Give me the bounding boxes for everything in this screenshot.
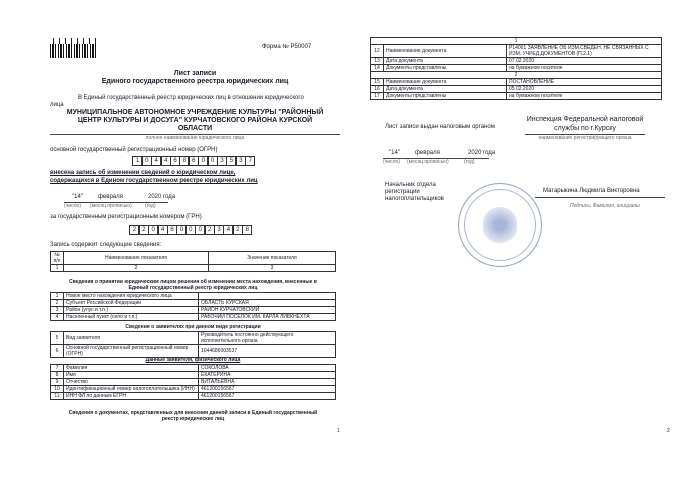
row-name: Фамилия — [64, 365, 199, 372]
entry-text-2: содержащихся в Едином государственном реестре юридических лиц — [50, 178, 258, 184]
group-number: 1 — [371, 38, 662, 45]
page-2 — [345, 0, 690, 487]
table-row — [371, 93, 662, 100]
grn-digit: 0 — [186, 225, 196, 235]
page-number: 2 — [667, 428, 670, 434]
row-name: Субъект Российской Федерации — [64, 300, 199, 307]
row-number: 8 — [51, 372, 64, 379]
table-row — [51, 293, 336, 300]
ogrn-digit: 0 — [208, 156, 218, 166]
ogrn-boxes — [133, 156, 255, 166]
row-name: Документы представлены — [384, 93, 507, 100]
group-number: 2 — [371, 72, 662, 79]
row-name: Идентификационный номер налогоплательщика (ИНН) — [64, 386, 199, 393]
grn-digit: 2 — [205, 225, 215, 235]
org-caption: полное наименование юридического лица — [145, 135, 245, 141]
row-name: Вид заявителя — [64, 332, 199, 345]
date-caption-day: (число) — [383, 159, 400, 165]
grn-digit: 0 — [176, 225, 186, 235]
section-2-title: Сведения о заявителях при данном виде регистрации — [125, 324, 261, 330]
row-name: Наименование документа — [384, 79, 507, 86]
row-name: Основной государственный регистрационный номер (ОГРН) — [64, 345, 199, 358]
date-caption-year: (год) — [464, 159, 475, 165]
row-number: 6 — [51, 345, 64, 358]
grn-boxes — [130, 225, 252, 235]
ogrn-digit: 0 — [198, 156, 208, 166]
grn-digit: 0 — [195, 225, 205, 235]
entry-text-1: внесена запись об изменении сведений о юридическом лице, — [50, 170, 236, 176]
row-name: ИНН ФЛ по данным ЕГРН — [64, 393, 199, 400]
signer-name: Матарыкина Людмила Викторовна — [543, 188, 640, 194]
table-row — [371, 79, 662, 86]
row-number: 17 — [371, 93, 384, 100]
section-2-table — [50, 331, 336, 358]
ogrn-digit: 3 — [236, 156, 246, 166]
section-3-table — [50, 364, 336, 400]
ogrn-digit: 6 — [170, 156, 180, 166]
row-value: Р14001 ЗАЯВЛЕНИЕ ОБ ИЗМ.СВЕДЕН. НЕ СВЯЗАННЫХ С ИЗМ. УЧРЕД.ДОКУМЕНТОВ (П.2.1) — [507, 45, 662, 58]
row-value: 05.02.2020 — [507, 86, 662, 93]
row-name: Имя — [64, 372, 199, 379]
row-value: ПОСТАНОВЛЕНИЕ — [507, 79, 662, 86]
issuer-name-2: службы по г.Курску — [554, 125, 616, 132]
row-value: Руководитель постоянно действующего исполнительного органа — [199, 332, 336, 345]
ogrn-digit: 0 — [142, 156, 152, 166]
section-1-table — [50, 292, 336, 321]
issuer-name-1: Инспекция Федеральной налоговой — [526, 116, 644, 123]
ogrn-digit: 5 — [226, 156, 236, 166]
org-name-line-1: МУНИЦИПАЛЬНОЕ АВТОНОМНОЕ УЧРЕЖДЕНИЕ КУЛЬТУРЫ "РАЙОННЫЙ — [66, 109, 324, 116]
row-number: 12 — [371, 45, 384, 58]
date-month: февраля — [415, 150, 440, 156]
ogrn-digit: 4 — [151, 156, 161, 166]
row-value: СОКОЛОВА — [199, 365, 336, 372]
row-value: 461200156567 — [199, 393, 336, 400]
column-number: 1 — [51, 265, 64, 272]
issued-label: Лист записи выдан налоговым органом — [385, 124, 495, 130]
column-number: 2 — [64, 265, 209, 272]
row-value: 461200156567 — [199, 386, 336, 393]
chief-title-1: Начальник отдела — [385, 182, 436, 188]
org-name-line-2: ЦЕНТР КУЛЬТУРЫ И ДОСУГА" КУРЧАТОВСКОГО РАЙОНА КУРСКОЙ — [77, 117, 313, 124]
row-number: 10 — [51, 386, 64, 393]
page-number: 1 — [337, 428, 340, 434]
header-cell: № п/п — [51, 252, 64, 265]
date-caption-month: (месяц прописью) — [90, 203, 132, 209]
table-row — [371, 45, 662, 58]
org-name-line-3: ОБЛАСТИ — [177, 125, 213, 132]
ogrn-digit: 3 — [217, 156, 227, 166]
table-row — [51, 300, 336, 307]
row-number: 3 — [51, 307, 64, 314]
contains-label: Запись содержит следующие сведения: — [50, 242, 162, 248]
row-number: 16 — [371, 86, 384, 93]
row-number: 13 — [371, 58, 384, 65]
table-row — [51, 307, 336, 314]
row-value: на бумажном носителе — [507, 93, 662, 100]
row-number: 14 — [371, 65, 384, 72]
table-row — [371, 65, 662, 72]
table-row — [51, 379, 336, 386]
grn-digit: 4 — [223, 225, 233, 235]
row-value: РАЙОН КУРЧАТОВСКИЙ — [199, 307, 336, 314]
table-row — [51, 372, 336, 379]
row-number: 1 — [51, 293, 64, 300]
row-number: 4 — [51, 314, 64, 321]
row-number: 15 — [371, 79, 384, 86]
grn-digit: 0 — [148, 225, 158, 235]
grn-digit: 2 — [233, 225, 243, 235]
table-row — [51, 365, 336, 372]
doc-subtitle: Единого государственного реестра юридических лиц — [101, 78, 289, 85]
row-value: ЕКАТЕРИНА — [199, 372, 336, 379]
table-row — [51, 386, 336, 393]
intro-text: В Единый государственный реестр юридических лиц в отношении юридического — [78, 95, 304, 101]
ogrn-digit: 1 — [132, 156, 142, 166]
date-caption-month: (месяц прописью) — [407, 159, 449, 165]
date-caption-year: (год) — [145, 203, 156, 209]
grn-digit: 8 — [242, 225, 252, 235]
official-stamp — [458, 183, 542, 267]
row-name: Наименование документа — [384, 45, 507, 58]
form-number: Форма № Р50007 — [262, 44, 312, 50]
grn-digit: 4 — [158, 225, 168, 235]
ogrn-digit: 6 — [189, 156, 199, 166]
row-name: Отчество — [64, 379, 199, 386]
documents-table — [370, 37, 662, 100]
chief-title-2: регистрации — [385, 189, 420, 195]
row-name: Дата документа — [384, 58, 507, 65]
ogrn-digit: 7 — [245, 156, 255, 166]
table-row — [51, 314, 336, 321]
table-row — [371, 58, 662, 65]
row-value: 07.02.2020 — [507, 58, 662, 65]
row-number: 9 — [51, 379, 64, 386]
section-1-title-2: Единый государственный реестр юридических лиц — [128, 285, 258, 291]
grn-digit: 2 — [129, 225, 139, 235]
ogrn-label: основной государственный регистрационный номер (ОГРН) — [50, 147, 218, 153]
table-row — [51, 345, 336, 358]
row-value: 1044686003537 — [199, 345, 336, 358]
row-number: 11 — [51, 393, 64, 400]
table-row — [51, 393, 336, 400]
grn-digit: 2 — [139, 225, 149, 235]
date-day: "14" — [389, 150, 400, 156]
ogrn-digit: 8 — [179, 156, 189, 166]
section-1-title: Сведения о принятии юридическим лицом решения об изменении места нахождения, внесенные в — [69, 279, 317, 285]
row-value: ОБЛАСТЬ КУРСКАЯ — [199, 300, 336, 307]
date-month: февраля — [98, 194, 123, 200]
header-cell: Значение показателя — [209, 252, 336, 265]
footer-text-2: реестр юридических лиц — [161, 416, 225, 422]
footer-text: Сведения о документах, представленных для внесения данной записи в Единый государственный — [68, 410, 318, 416]
date-year: 2020 года — [468, 150, 496, 156]
row-value: на бумажном носителе — [507, 65, 662, 72]
row-value: ВИТАЛЬЕВНА — [199, 379, 336, 386]
chief-title-3: налогоплательщиков — [385, 196, 444, 202]
issuer-caption: наименование регистрирующего органа — [538, 135, 632, 141]
intro-text-2: лица — [50, 102, 64, 108]
divider — [535, 197, 665, 198]
row-name: Дата документа — [384, 86, 507, 93]
row-name: Район (улус и т.п.) — [64, 307, 199, 314]
doc-title: Лист записи — [173, 70, 217, 77]
header-cell: Наименование показателя — [64, 252, 209, 265]
table-row — [51, 332, 336, 345]
ogrn-digit: 4 — [161, 156, 171, 166]
header-table — [50, 251, 336, 272]
date-day: "14" — [72, 194, 83, 200]
row-number: 7 — [51, 365, 64, 372]
row-value: РАБОЧИЙ ПОСЕЛОК ИМ. КАРЛА ЛИБКНЕХТА — [199, 314, 336, 321]
eagle-emblem-icon — [483, 206, 517, 244]
row-name: Населенный пункт (село и т.п.) — [64, 314, 199, 321]
grn-digit: 3 — [214, 225, 224, 235]
grn-digit: 6 — [167, 225, 177, 235]
row-value — [199, 293, 336, 300]
row-number: 5 — [51, 332, 64, 345]
column-number: 3 — [209, 265, 336, 272]
row-name: Новое место нахождения юридического лица — [64, 293, 199, 300]
barcode — [50, 38, 96, 58]
date-caption-day: (число) — [64, 203, 81, 209]
date-year: 2020 года — [148, 194, 176, 200]
section-3-title: Данные заявителя, физического лица — [145, 357, 241, 363]
table-row — [371, 86, 662, 93]
grn-label: за государственным регистрационным номером (ГРН) — [50, 214, 202, 220]
row-number: 2 — [51, 300, 64, 307]
signer-caption: Подпись, Фамилия, инициалы — [570, 203, 640, 209]
row-name: Документы представлены — [384, 65, 507, 72]
